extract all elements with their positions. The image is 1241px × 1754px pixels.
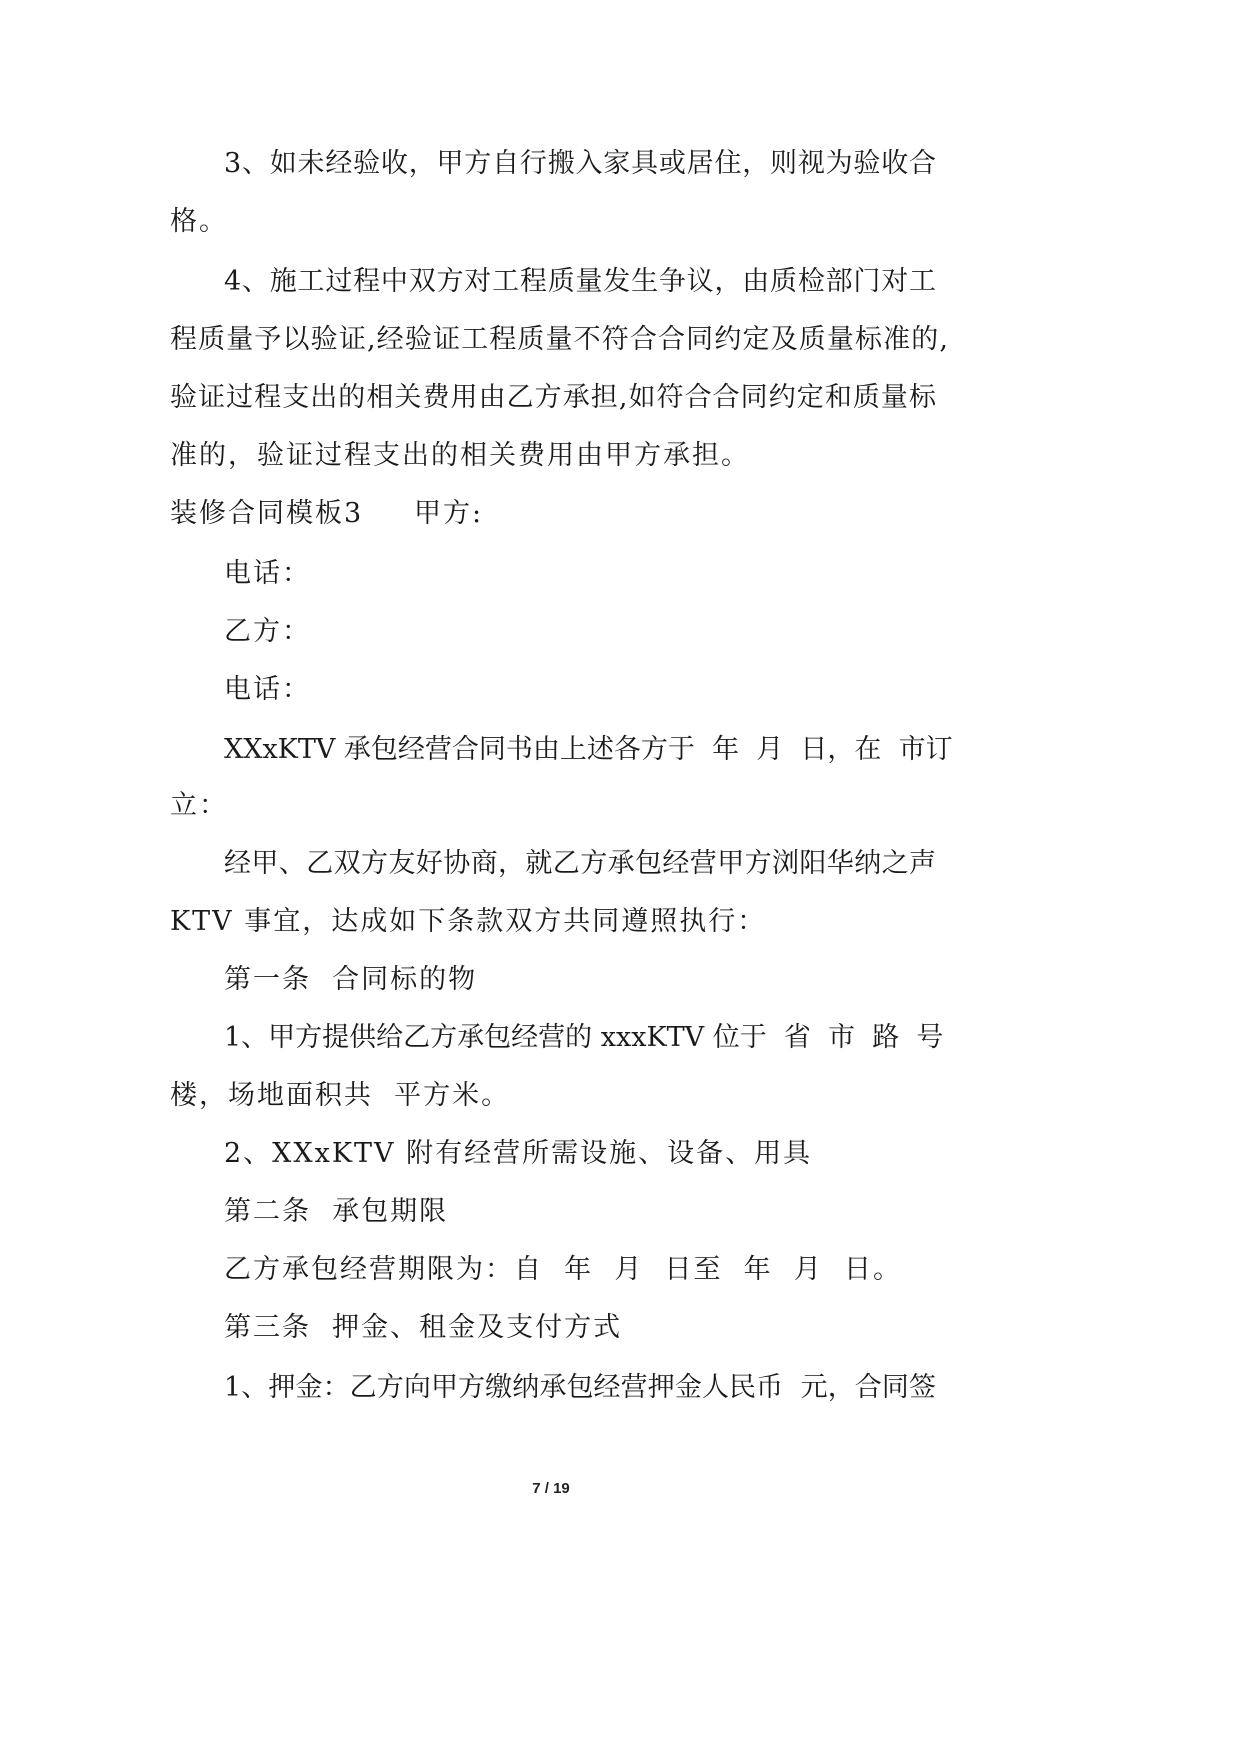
article-heading: 第三条 押金、租金及支付方式 (224, 1312, 623, 1343)
paragraph-line: 1、甲方提供给乙方承包经营的 xxxKTV 位于 省 市 路 号 (224, 1022, 944, 1053)
party-b-phone-label: 电话： (224, 674, 311, 705)
paragraph-line: 程质量予以验证,经验证工程质量不符合合同约定及质量标准的, (170, 324, 948, 355)
party-a-label: 甲方: (414, 498, 484, 529)
page-number: 7 / 19 (532, 1480, 570, 1497)
paragraph-line: XXxKTV 承包经营合同书由上述各方于 年 月 日，在 市订 (224, 734, 953, 765)
paragraph-line: 乙方承包经营期限为：自 年 月 日至 年 月 日。 (224, 1254, 902, 1285)
paragraph-line: 验证过程支出的相关费用由乙方承担,如符合合同约定和质量标 (170, 382, 936, 413)
paragraph-line: 楼，场地面积共 平方米。 (170, 1080, 511, 1111)
paragraph-line: 经甲、乙双方友好协商，就乙方承包经营甲方浏阳华纳之声 (224, 848, 936, 879)
paragraph-line: 3、如未经验收，甲方自行搬入家具或居住，则视为验收合 (224, 148, 936, 179)
paragraph-line: 立： (170, 790, 228, 821)
paragraph-line: 4、施工过程中双方对工程质量发生争议，由质检部门对工 (224, 266, 936, 297)
article-heading: 第一条 合同标的物 (224, 964, 478, 995)
paragraph-line: 格。 (170, 206, 228, 237)
article-heading: 第二条 承包期限 (224, 1196, 449, 1227)
paragraph-line: 1、押金：乙方向甲方缴纳承包经营押金人民币 元，合同签 (224, 1372, 936, 1403)
section-title: 装修合同模板3 (170, 498, 364, 529)
paragraph-line: 2、XXxKTV 附有经营所需设施、设备、用具 (224, 1138, 813, 1169)
party-b-label: 乙方： (224, 616, 311, 647)
paragraph-line: 准的，验证过程支出的相关费用由甲方承担。 (170, 440, 750, 471)
party-a-phone-label: 电话： (224, 558, 311, 589)
paragraph-line: KTV 事宜，达成如下条款双方共同遵照执行： (170, 906, 767, 937)
